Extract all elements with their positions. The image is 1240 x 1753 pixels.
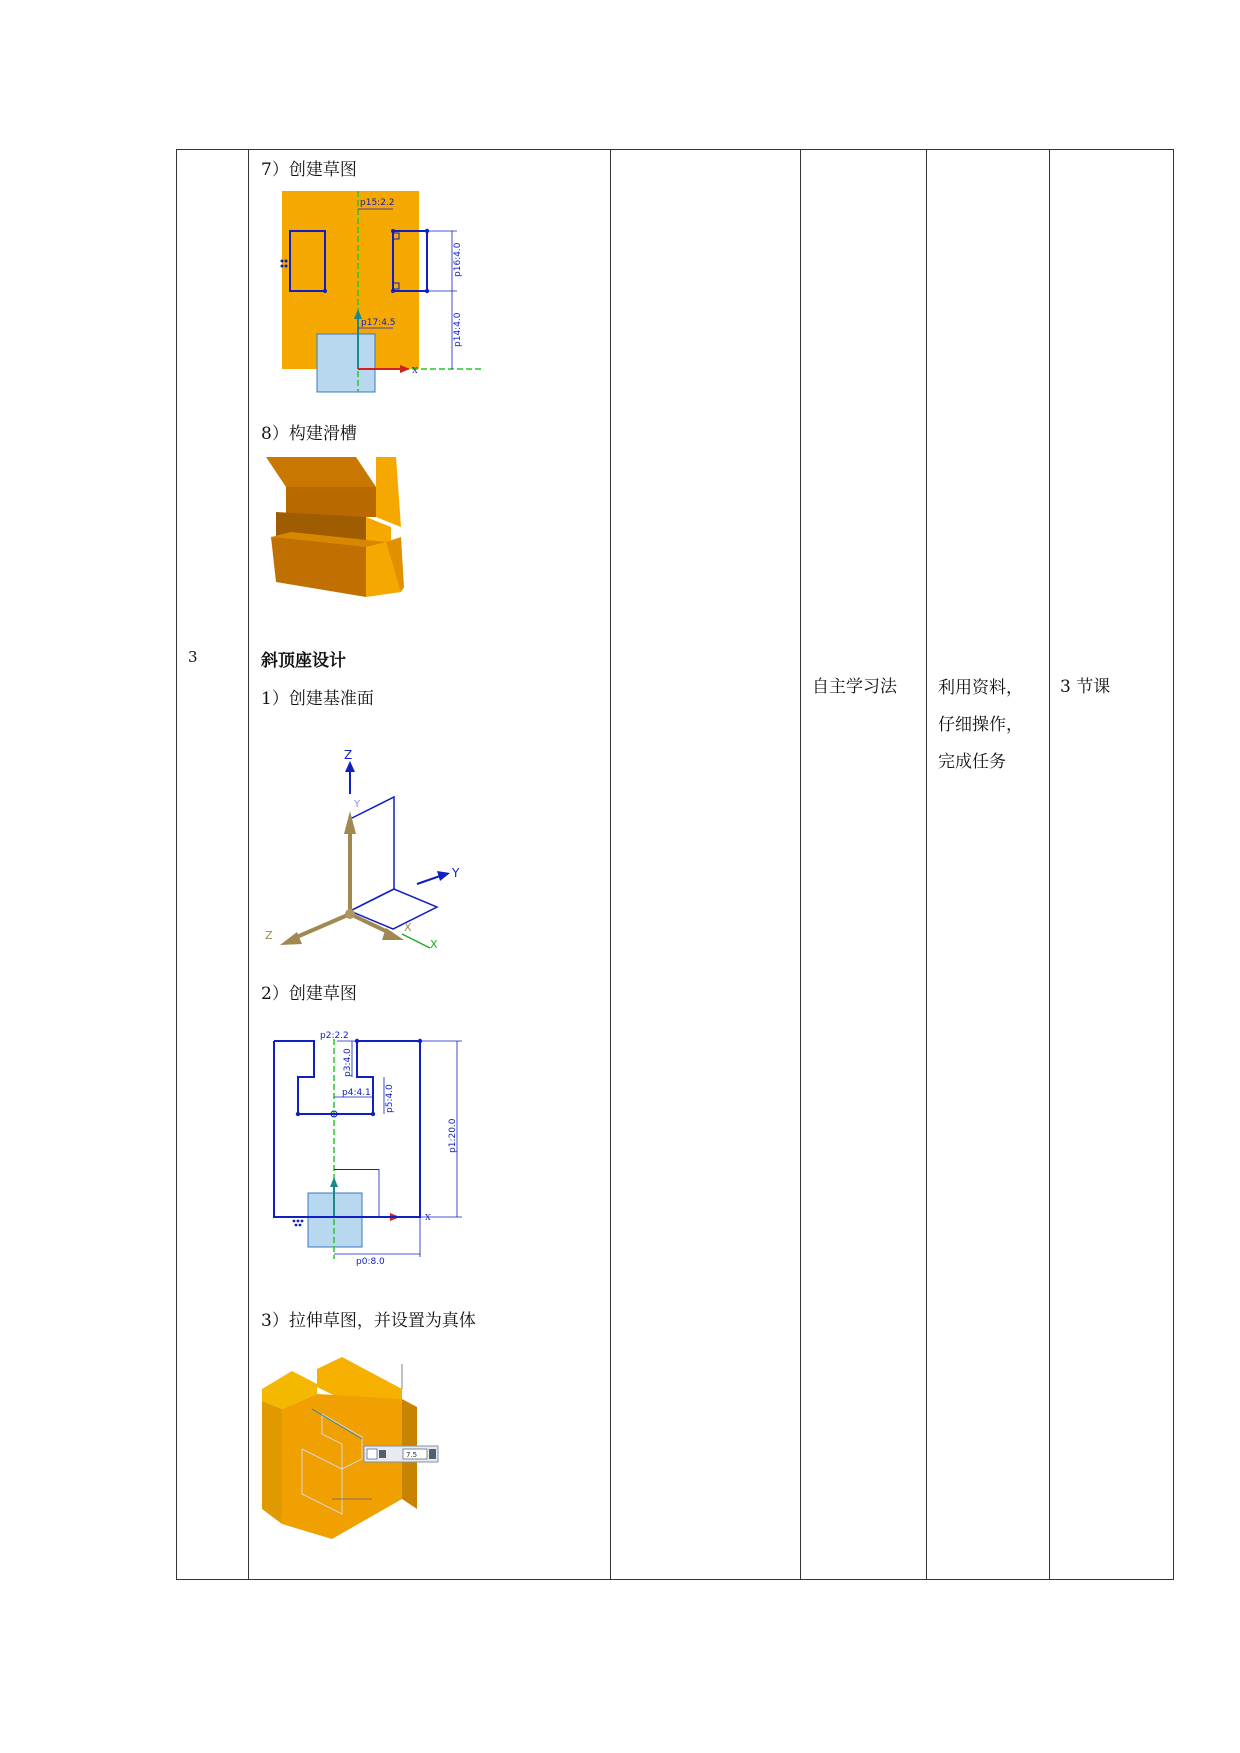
axis-x-label: X xyxy=(430,938,438,949)
section-title: 斜顶座设计 xyxy=(261,651,346,671)
activity-line-2: 仔细操作， xyxy=(938,715,1023,735)
table-top-border xyxy=(176,149,1174,150)
dim-p2: p2:2.2 xyxy=(320,1031,349,1041)
dim-p3: p3:4.0 xyxy=(343,1048,353,1077)
activity-line-1: 利用资料， xyxy=(938,678,1023,698)
activity-cell xyxy=(938,670,1023,781)
activity-line-3: 完成任务 xyxy=(938,752,1006,772)
method-cell: 自主学习法 xyxy=(812,677,897,697)
col-border-6 xyxy=(1173,149,1174,1580)
sketch-figure-2 xyxy=(262,1029,482,1269)
col-border-2 xyxy=(610,149,611,1580)
axis-x-ghost-label: X xyxy=(404,921,412,934)
sketch-figure-1 xyxy=(262,187,492,399)
axis-z-label: Z xyxy=(344,748,353,762)
axis-y-ghost-label: Y xyxy=(354,799,361,810)
slide-groove-figure xyxy=(266,457,426,617)
sub1-label: 1）创建基准面 xyxy=(261,689,374,709)
col-border-1 xyxy=(248,149,249,1580)
sub3-label: 3）拉伸草图，并设置为真体 xyxy=(261,1311,476,1331)
dim-p4: p4:4.1 xyxy=(342,1088,371,1098)
col-border-0 xyxy=(176,149,177,1580)
step7-label: 7）创建草图 xyxy=(261,160,357,180)
col-border-4 xyxy=(926,149,927,1580)
svg-text:X: X xyxy=(425,1213,431,1222)
dim-p14: p14:4.0 xyxy=(453,312,463,347)
step8-label: 8）构建滑槽 xyxy=(261,424,357,444)
table-bottom-border xyxy=(176,1579,1174,1580)
extrude-distance-field[interactable]: 7.5 xyxy=(406,1451,418,1459)
dim-p17: p17:4.5 xyxy=(361,318,396,328)
axis-y-label: Y xyxy=(452,866,460,880)
sub2-label: 2）创建草图 xyxy=(261,984,357,1004)
dim-p15: p15:2.2 xyxy=(360,198,395,208)
row-number: 3 xyxy=(188,648,198,666)
dim-p16: p16:4.0 xyxy=(453,242,463,277)
hours-cell: 3 节课 xyxy=(1060,677,1111,697)
svg-text:X: X xyxy=(412,366,418,375)
table xyxy=(176,149,1174,1580)
dim-p0: p0:8.0 xyxy=(356,1257,385,1267)
extrude-figure xyxy=(262,1349,462,1559)
dim-p1: p1:20.0 xyxy=(448,1118,458,1153)
axis-z-ghost-label: Z xyxy=(265,929,273,942)
col-border-5 xyxy=(1049,149,1050,1580)
dim-p5: p5:4.0 xyxy=(385,1084,395,1113)
datum-plane-figure xyxy=(262,739,462,949)
col-border-3 xyxy=(800,149,801,1580)
